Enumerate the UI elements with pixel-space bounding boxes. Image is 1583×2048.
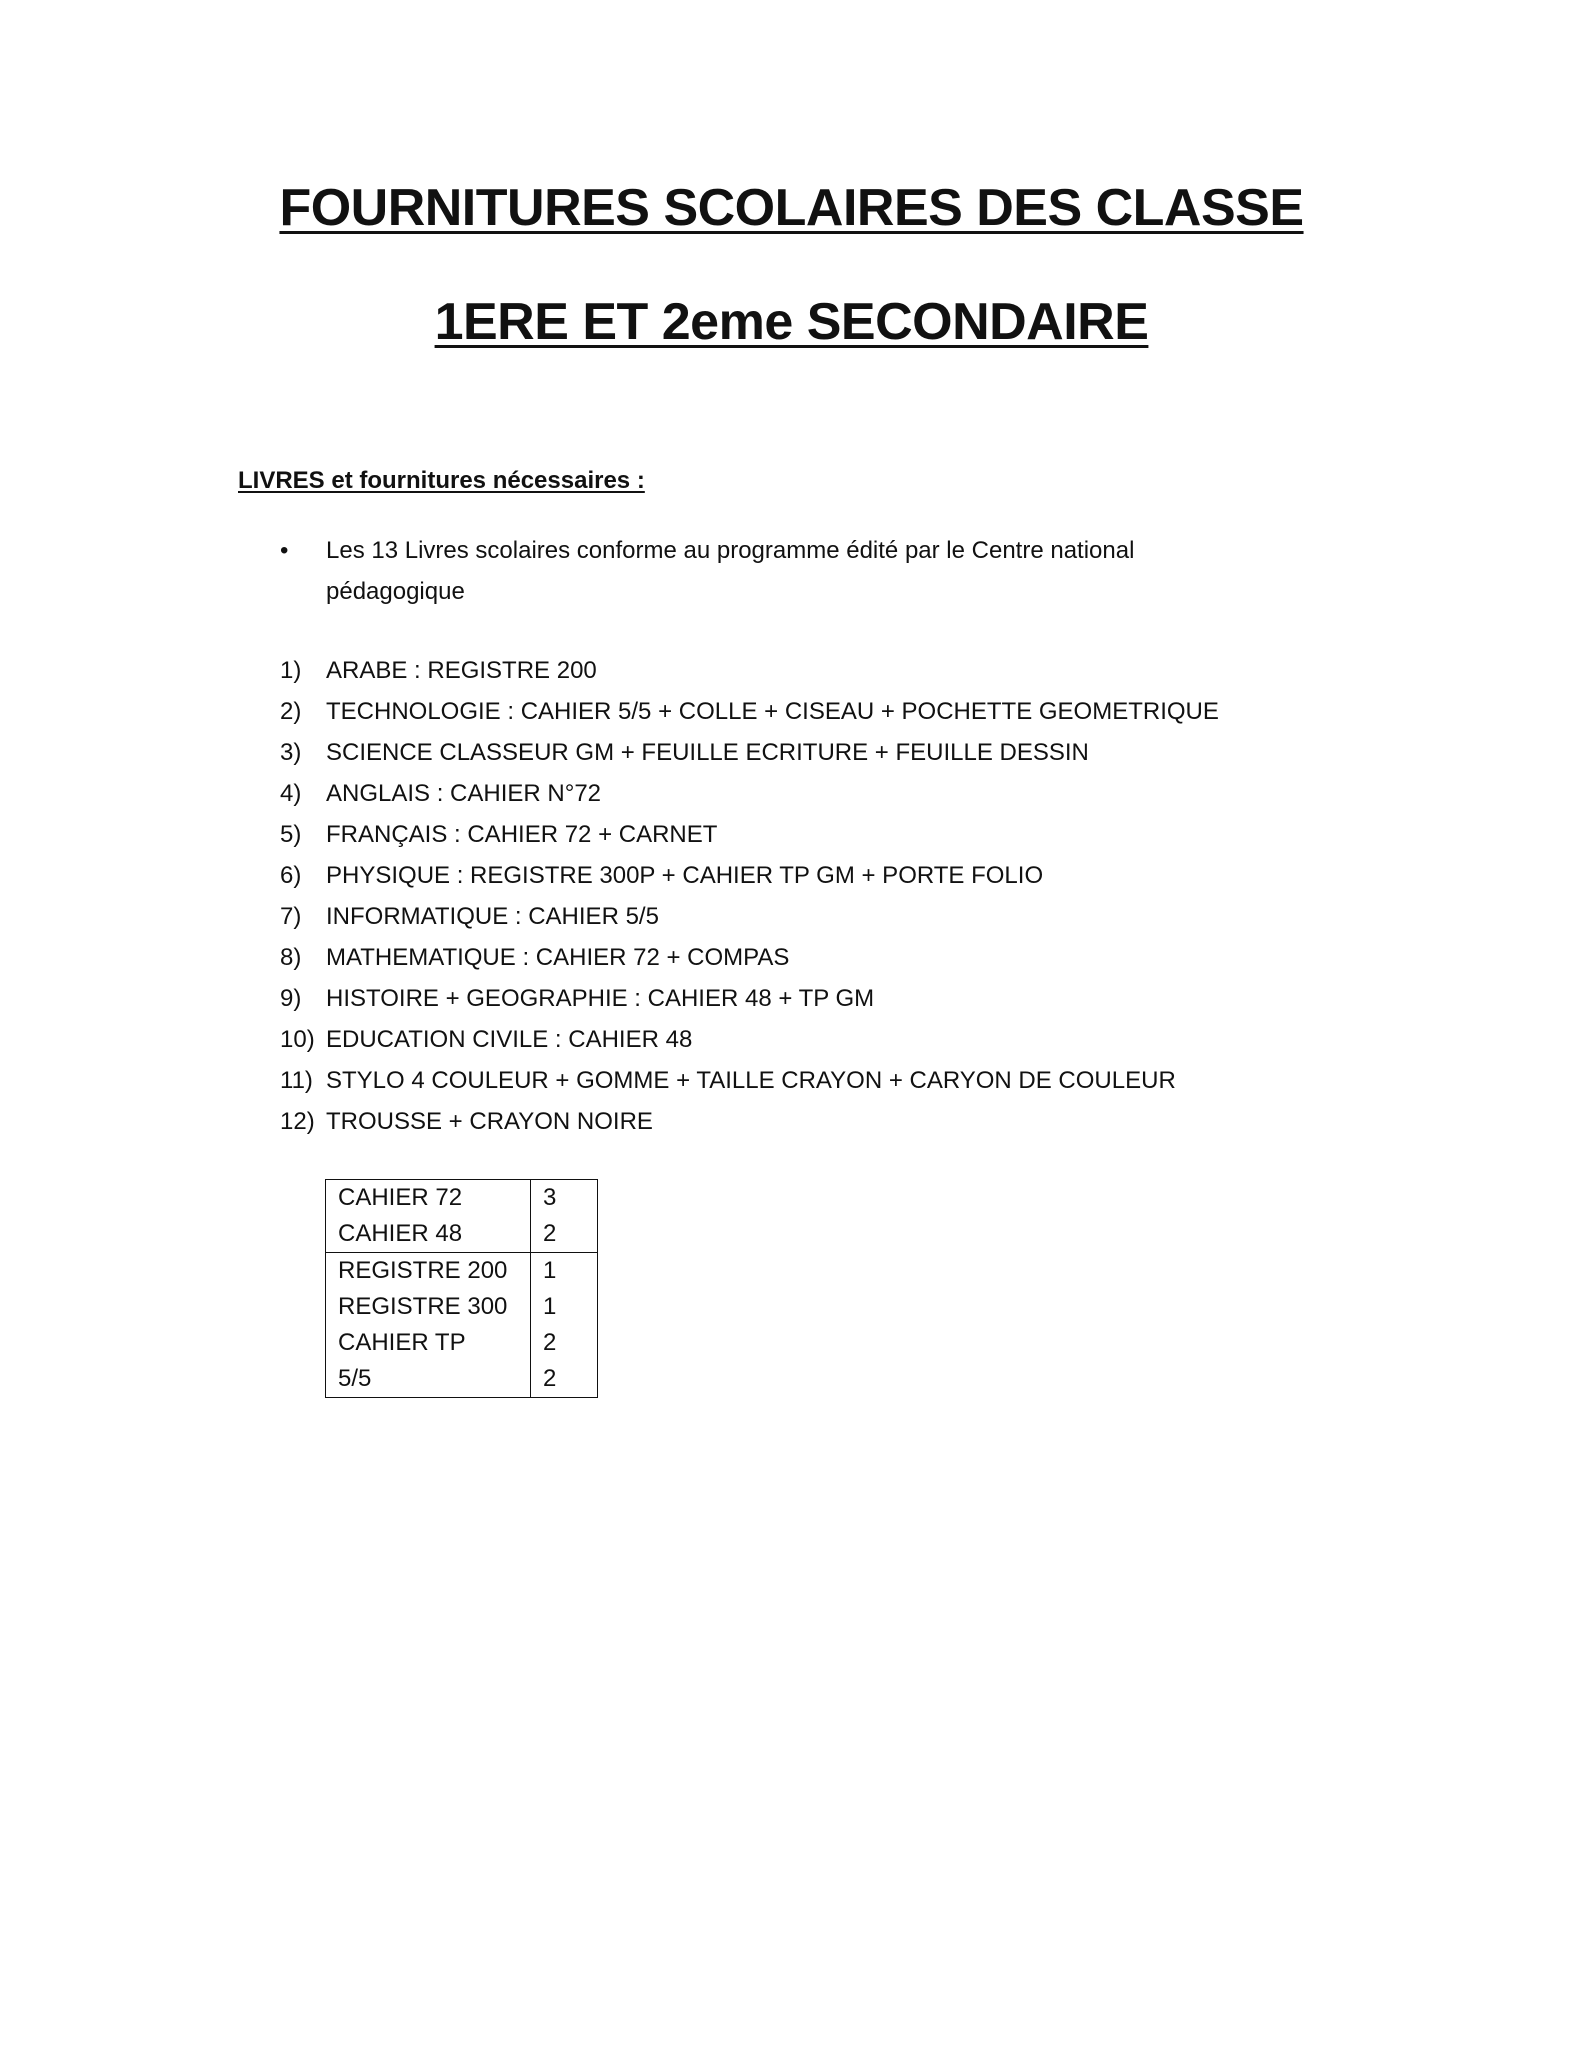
table-cell-label: CAHIER 48 xyxy=(326,1216,531,1253)
table-row xyxy=(326,1325,598,1361)
list-item-text: TECHNOLOGIE : CAHIER 5/5 + COLLE + CISEAU + POCHETTE GEOMETRIQUE xyxy=(326,698,1219,725)
list-item-text: PHYSIQUE : REGISTRE 300P + CAHIER TP GM + PORTE FOLIO xyxy=(326,862,1044,889)
list-item-text: MATHEMATIQUE : CAHIER 72 + COMPAS xyxy=(326,944,790,971)
list-item-number: 2) xyxy=(280,698,302,725)
bullet-dot-icon: • xyxy=(280,537,289,564)
list-item-number: 6) xyxy=(280,862,302,889)
list-item-text: FRANÇAIS : CAHIER 72 + CARNET xyxy=(326,821,718,848)
table-cell-qty: 2 xyxy=(531,1361,598,1398)
table-cell-label: REGISTRE 200 xyxy=(326,1253,531,1290)
table-row xyxy=(326,1180,598,1217)
list-item-number: 1) xyxy=(280,657,302,684)
list-item-text: STYLO 4 COULEUR + GOMME + TAILLE CRAYON + CARYON DE COULEUR xyxy=(326,1067,1176,1094)
list-item-text: TROUSSE + CRAYON NOIRE xyxy=(326,1108,653,1135)
list-item-number: 11) xyxy=(280,1067,313,1094)
table-cell-qty: 1 xyxy=(531,1289,598,1325)
table-cell-label: 5/5 xyxy=(326,1361,531,1398)
list-item-number: 7) xyxy=(280,903,302,930)
supplies-summary-table xyxy=(325,1179,598,1398)
list-item-number: 9) xyxy=(280,985,302,1012)
list-item-text: EDUCATION CIVILE : CAHIER 48 xyxy=(326,1026,693,1053)
table-cell-qty: 2 xyxy=(531,1216,598,1253)
table-cell-label: CAHIER TP xyxy=(326,1325,531,1361)
list-item-text: ANGLAIS : CAHIER N°72 xyxy=(326,780,602,807)
page-title-line-1 xyxy=(0,178,1583,238)
page-title-line-2 xyxy=(0,292,1583,352)
list-item-text: HISTOIRE + GEOGRAPHIE : CAHIER 48 + TP GM xyxy=(326,985,875,1012)
section-heading: LIVRES et fournitures nécessaires : xyxy=(238,467,645,494)
table-cell-qty: 1 xyxy=(531,1253,598,1290)
list-item-number: 12) xyxy=(280,1108,315,1135)
list-item-number: 10) xyxy=(280,1026,315,1053)
table-cell-label: REGISTRE 300 xyxy=(326,1289,531,1325)
list-item-number: 3) xyxy=(280,739,302,766)
table-row xyxy=(326,1361,598,1398)
title-line-1-text: FOURNITURES SCOLAIRES DES CLASSE xyxy=(279,179,1304,237)
table-row xyxy=(326,1289,598,1325)
table-cell-label: CAHIER 72 xyxy=(326,1180,531,1217)
list-item-number: 5) xyxy=(280,821,302,848)
list-item-number: 4) xyxy=(280,780,302,807)
list-item-text: SCIENCE CLASSEUR GM + FEUILLE ECRITURE + FEUILLE DESSIN xyxy=(326,739,1089,766)
list-item-text: ARABE : REGISTRE 200 xyxy=(326,657,597,684)
table-row xyxy=(326,1253,598,1290)
title-line-2-text: 1ERE ET 2eme SECONDAIRE xyxy=(434,293,1149,351)
bullet-text: Les 13 Livres scolaires conforme au programme édité par le Centre national pédagogique xyxy=(326,537,1135,605)
table-cell-qty: 2 xyxy=(531,1325,598,1361)
table-row xyxy=(326,1216,598,1253)
table-cell-qty: 3 xyxy=(531,1180,598,1217)
list-item-text: INFORMATIQUE : CAHIER 5/5 xyxy=(326,903,659,930)
list-item-number: 8) xyxy=(280,944,302,971)
